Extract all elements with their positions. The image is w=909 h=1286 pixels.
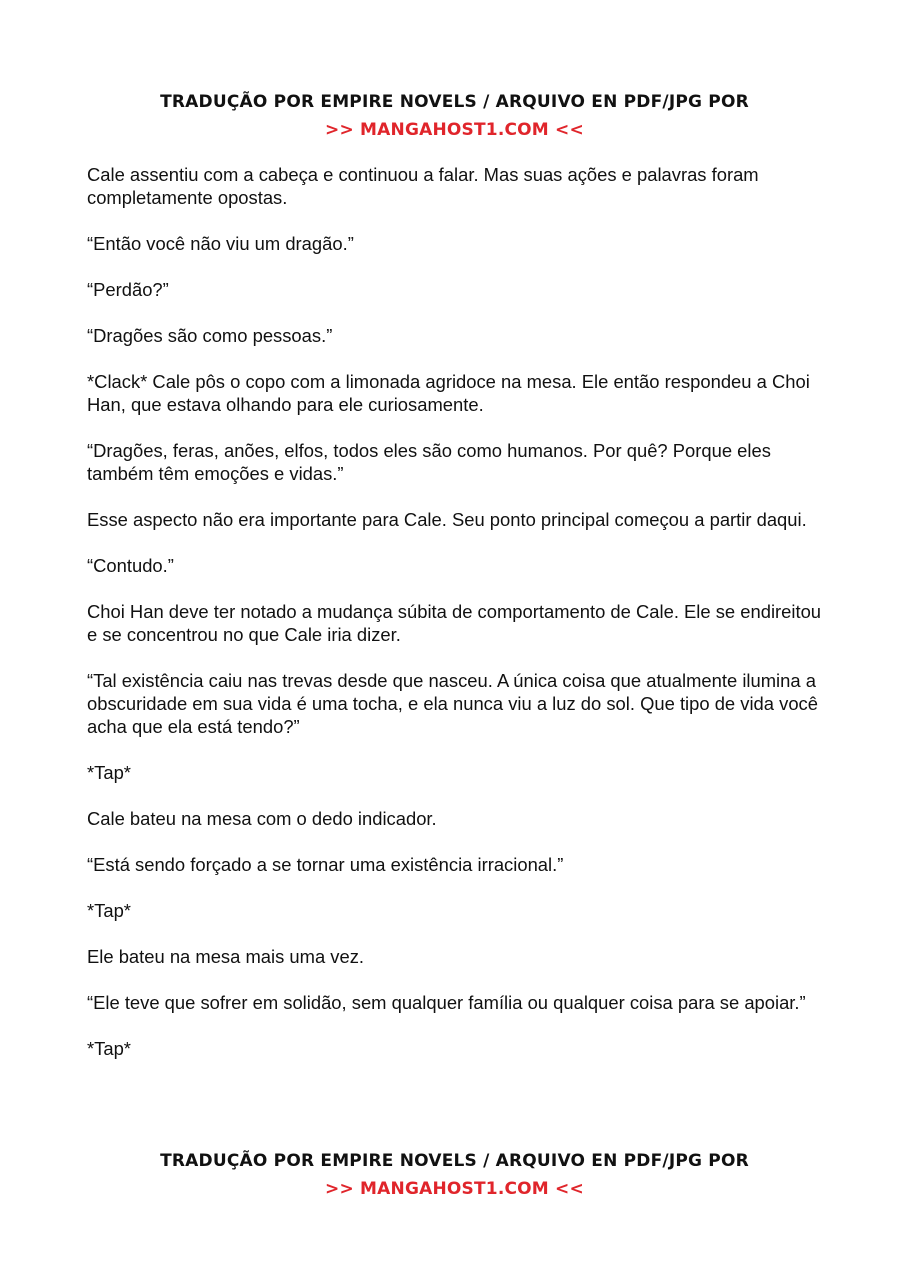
- paragraph: “Dragões são como pessoas.”: [87, 325, 333, 346]
- paragraph: “Tal existência caiu nas trevas desde que nasceu. A única coisa que atualmente ilumina a obscuridade em sua vida é uma tocha, e ela nunca viu a luz do sol. Que tipo de vida você acha que ela está tendo?”: [87, 670, 818, 737]
- paragraph: “Dragões, feras, anões, elfos, todos eles são como humanos. Por quê? Porque eles também têm emoções e vidas.”: [87, 440, 771, 484]
- paragraph: Choi Han deve ter notado a mudança súbita de comportamento de Cale. Ele se endireitou e se concentrou no que Cale iria dizer.: [87, 601, 822, 645]
- footer-site-link[interactable]: >> MANGAHOST1.COM <<: [325, 1179, 584, 1199]
- paragraph: “Contudo.”: [87, 555, 174, 576]
- paragraph: *Tap*: [87, 762, 131, 783]
- paragraph: Cale bateu na mesa com o dedo indicador.: [87, 808, 437, 829]
- paragraph: “Perdão?”: [87, 279, 169, 300]
- paragraph: Esse aspecto não era importante para Cale. Seu ponto principal começou a partir daqui.: [87, 509, 807, 530]
- paragraph: “Ele teve que sofrer em solidão, sem qualquer família ou qualquer coisa para se apoiar.”: [87, 992, 806, 1013]
- paragraph: *Clack* Cale pôs o copo com a limonada agridoce na mesa. Ele então respondeu a Choi Han, que estava olhando para ele curiosamente.: [87, 371, 810, 415]
- paragraph: “Então você não viu um dragão.”: [87, 233, 354, 254]
- footer-credit-line: TRADUÇÃO POR EMPIRE NOVELS / ARQUIVO EN PDF/JPG POR: [160, 1151, 749, 1171]
- paragraph: *Tap*: [87, 1038, 131, 1059]
- header-banner: [0, 88, 909, 144]
- header-site-link[interactable]: >> MANGAHOST1.COM <<: [325, 120, 584, 140]
- paragraph: “Está sendo forçado a se tornar uma existência irracional.”: [87, 854, 564, 875]
- paragraph: Ele bateu na mesa mais uma vez.: [87, 946, 365, 967]
- footer-banner: [0, 1147, 909, 1203]
- story-text: [87, 163, 827, 1083]
- paragraph: *Tap*: [87, 900, 131, 921]
- header-credit-line: TRADUÇÃO POR EMPIRE NOVELS / ARQUIVO EN PDF/JPG POR: [160, 92, 749, 112]
- paragraph: Cale assentiu com a cabeça e continuou a falar. Mas suas ações e palavras foram completamente opostas.: [87, 164, 759, 208]
